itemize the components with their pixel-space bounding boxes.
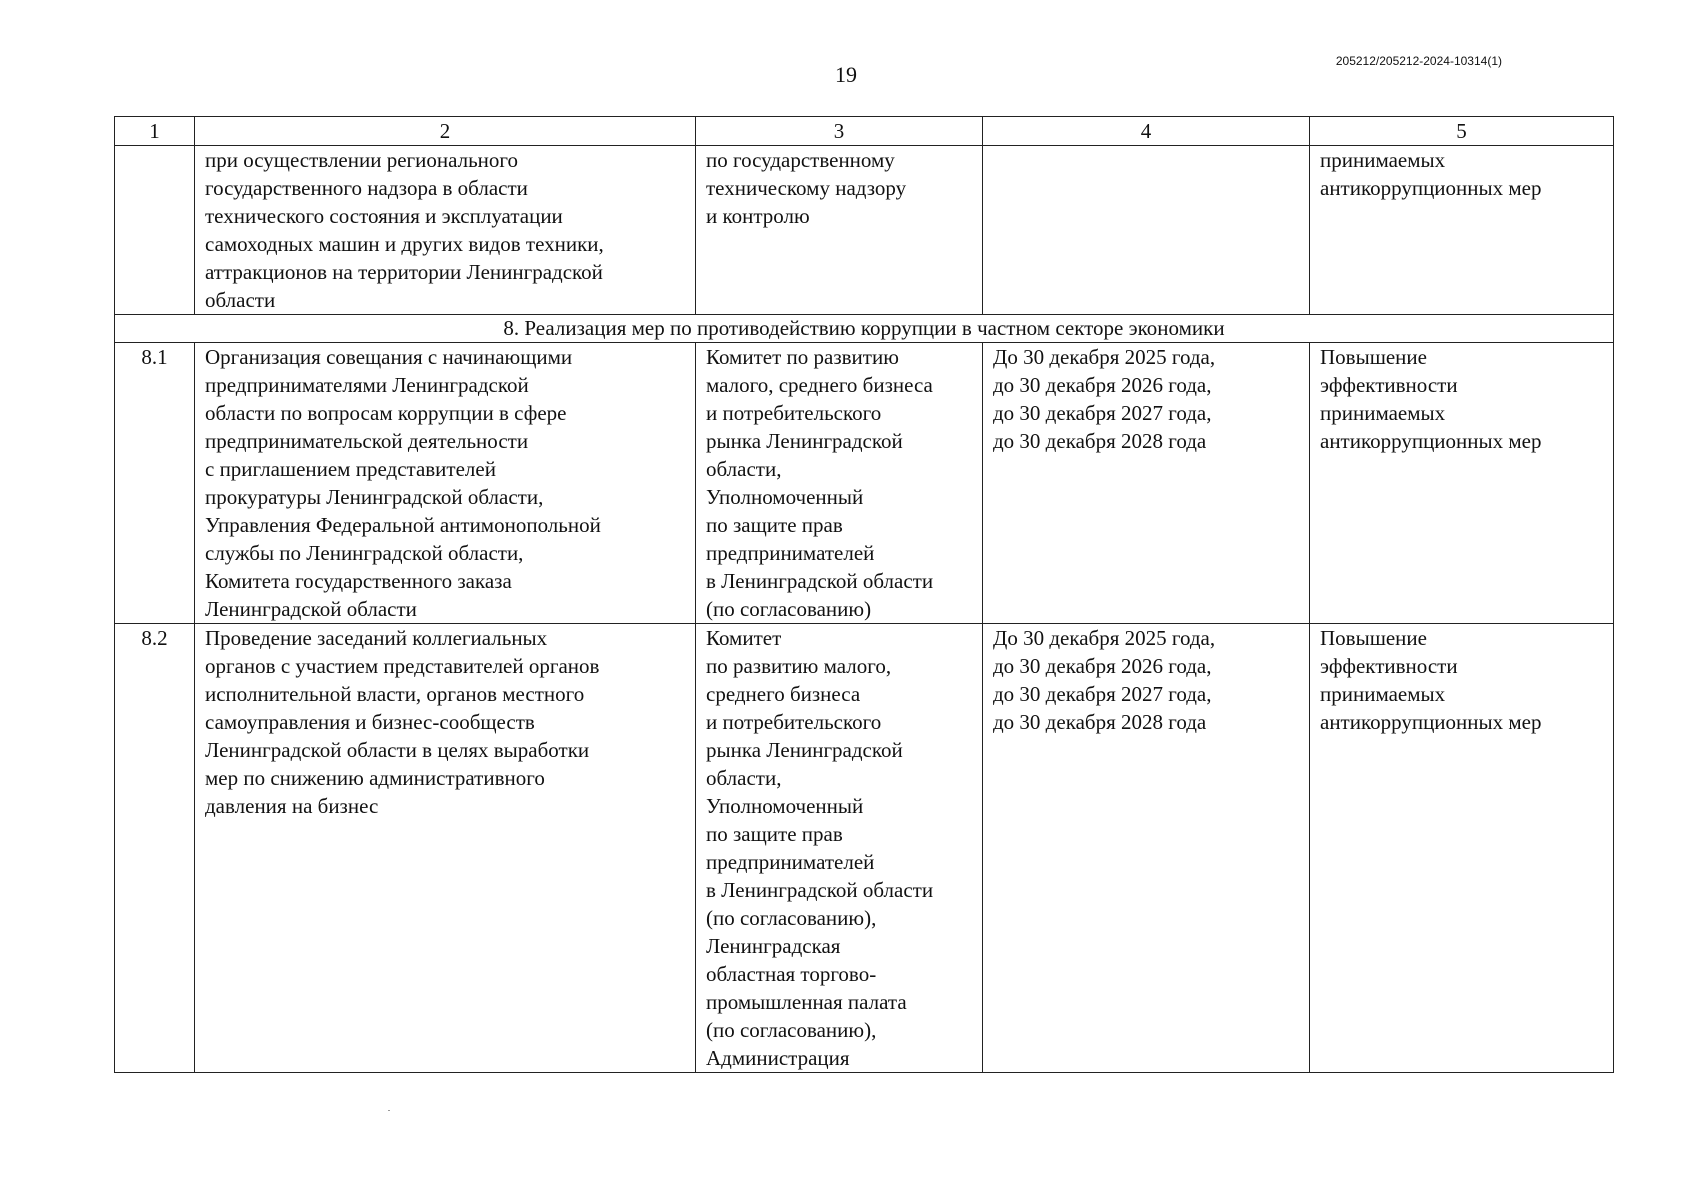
cell-text-line: антикоррупционных мер bbox=[1320, 429, 1542, 453]
cell-text-line: предпринимателей bbox=[706, 850, 875, 874]
cell-text-line: (по согласованию), bbox=[706, 906, 877, 930]
cell-text-line: по защите прав bbox=[706, 822, 843, 846]
cell-text-line: по государственному bbox=[706, 148, 895, 172]
section-heading-row bbox=[115, 315, 1614, 343]
result-cell bbox=[1310, 624, 1614, 1073]
row-number-cell bbox=[115, 146, 195, 315]
cell-text-line: Организация совещания с начинающими bbox=[205, 345, 573, 369]
cell-text-line: технического состояния и эксплуатации bbox=[205, 204, 563, 228]
measure-cell bbox=[195, 146, 696, 315]
cell-text-line: (по согласованию) bbox=[706, 597, 872, 621]
cell-text-line: эффективности bbox=[1320, 654, 1458, 678]
cell-text-line: до 30 декабря 2027 года, bbox=[993, 401, 1212, 425]
executor-cell bbox=[696, 624, 983, 1073]
cell-text-line: антикоррупционных мер bbox=[1320, 710, 1542, 734]
cell-text-line: Повышение bbox=[1320, 345, 1427, 369]
cell-text-line: промышленная палата bbox=[706, 990, 907, 1014]
cell-text-line: Проведение заседаний коллегиальных bbox=[205, 626, 548, 650]
cell-text-line: до 30 декабря 2026 года, bbox=[993, 654, 1212, 678]
cell-text-line: техническому надзору bbox=[706, 176, 907, 200]
cell-text-line: в Ленинградской области bbox=[706, 878, 934, 902]
cell-text-line: предпринимателей bbox=[706, 541, 875, 565]
cell-text-line: рынка Ленинградской bbox=[706, 429, 903, 453]
cell-text-line: области по вопросам коррупции в сфере bbox=[205, 401, 567, 425]
cell-text-line: и потребительского bbox=[706, 401, 882, 425]
deadline-cell bbox=[983, 146, 1310, 315]
cell-text-line: органов с участием представителей органов bbox=[205, 654, 600, 678]
row-number-cell: 8.1 bbox=[115, 343, 195, 624]
cell-text-line: предпринимателями Ленинградской bbox=[205, 373, 529, 397]
table-header-row bbox=[115, 117, 1614, 146]
cell-text-line: Повышение bbox=[1320, 626, 1427, 650]
table-row bbox=[115, 624, 1614, 1073]
deadline-cell bbox=[983, 624, 1310, 1073]
cell-text-line: области bbox=[205, 288, 276, 312]
cell-text-line: среднего бизнеса bbox=[706, 682, 861, 706]
executor-cell bbox=[696, 146, 983, 315]
cell-text-line: при осуществлении регионального bbox=[205, 148, 519, 172]
section-title: 8. Реализация мер по противодействию коррупции в частном секторе экономики bbox=[115, 315, 1614, 343]
cell-text-line: давления на бизнес bbox=[205, 794, 379, 818]
cell-text-line: принимаемых bbox=[1320, 682, 1446, 706]
document-id: 205212/205212-2024-10314(1) bbox=[1335, 54, 1502, 68]
cell-text-line: (по согласованию), bbox=[706, 1018, 877, 1042]
table-row-continuation bbox=[115, 146, 1614, 315]
cell-text-line: по защите прав bbox=[706, 513, 843, 537]
cell-text-line: до 30 декабря 2028 года bbox=[993, 710, 1207, 734]
column-header: 5 bbox=[1310, 117, 1614, 146]
cell-text-line: До 30 декабря 2025 года, bbox=[993, 626, 1216, 650]
measure-cell bbox=[195, 624, 696, 1073]
result-cell bbox=[1310, 343, 1614, 624]
cell-text-line: до 30 декабря 2028 года bbox=[993, 429, 1207, 453]
cell-text-line: антикоррупционных мер bbox=[1320, 176, 1542, 200]
cell-text-line: предпринимательской деятельности bbox=[205, 429, 529, 453]
deadline-cell bbox=[983, 343, 1310, 624]
cell-text-line: До 30 декабря 2025 года, bbox=[993, 345, 1216, 369]
cell-text-line: и потребительского bbox=[706, 710, 882, 734]
cell-text-line: до 30 декабря 2026 года, bbox=[993, 373, 1212, 397]
cell-text-line: в Ленинградской области bbox=[706, 569, 934, 593]
cell-text-line: Комитет по развитию bbox=[706, 345, 899, 369]
cell-text-line: области, bbox=[706, 457, 782, 481]
table-row bbox=[115, 343, 1614, 624]
cell-text-line: малого, среднего бизнеса bbox=[706, 373, 933, 397]
cell-text-line: Комитет bbox=[706, 626, 782, 650]
cell-text-line: с приглашением представителей bbox=[205, 457, 496, 481]
column-header: 4 bbox=[983, 117, 1310, 146]
column-header: 3 bbox=[696, 117, 983, 146]
cell-text-line: эффективности bbox=[1320, 373, 1458, 397]
cell-text-line: Управления Федеральной антимонопольной bbox=[205, 513, 601, 537]
cell-text-line: Администрация bbox=[706, 1046, 850, 1070]
measure-cell bbox=[195, 343, 696, 624]
cell-text-line: Уполномоченный bbox=[706, 485, 864, 509]
column-header: 2 bbox=[195, 117, 696, 146]
cell-text-line: исполнительной власти, органов местного bbox=[205, 682, 585, 706]
cell-text-line: Ленинградской области в целях выработки bbox=[205, 738, 590, 762]
cell-text-line: принимаемых bbox=[1320, 401, 1446, 425]
cell-text-line: прокуратуры Ленинградской области, bbox=[205, 485, 544, 509]
cell-text-line: области, bbox=[706, 766, 782, 790]
cell-text-line: по развитию малого, bbox=[706, 654, 892, 678]
executor-cell bbox=[696, 343, 983, 624]
scan-speck bbox=[388, 1110, 390, 1111]
cell-text-line: аттракционов на территории Ленинградской bbox=[205, 260, 603, 284]
cell-text-line: областная торгово- bbox=[706, 962, 877, 986]
cell-text-line: Ленинградская bbox=[706, 934, 841, 958]
measures-table bbox=[114, 116, 1614, 1073]
cell-text-line: государственного надзора в области bbox=[205, 176, 528, 200]
cell-text-line: Комитета государственного заказа bbox=[205, 569, 512, 593]
cell-text-line: и контролю bbox=[706, 204, 810, 228]
row-number-cell: 8.2 bbox=[115, 624, 195, 1073]
result-cell bbox=[1310, 146, 1614, 315]
cell-text-line: Уполномоченный bbox=[706, 794, 864, 818]
cell-text-line: службы по Ленинградской области, bbox=[205, 541, 524, 565]
cell-text-line: самоходных машин и других видов техники, bbox=[205, 232, 604, 256]
cell-text-line: до 30 декабря 2027 года, bbox=[993, 682, 1212, 706]
cell-text-line: мер по снижению административного bbox=[205, 766, 545, 790]
column-header: 1 bbox=[115, 117, 195, 146]
page-number: 19 bbox=[835, 62, 857, 87]
cell-text-line: рынка Ленинградской bbox=[706, 738, 903, 762]
cell-text-line: самоуправления и бизнес-сообществ bbox=[205, 710, 535, 734]
cell-text-line: Ленинградской области bbox=[205, 597, 417, 621]
cell-text-line: принимаемых bbox=[1320, 148, 1446, 172]
